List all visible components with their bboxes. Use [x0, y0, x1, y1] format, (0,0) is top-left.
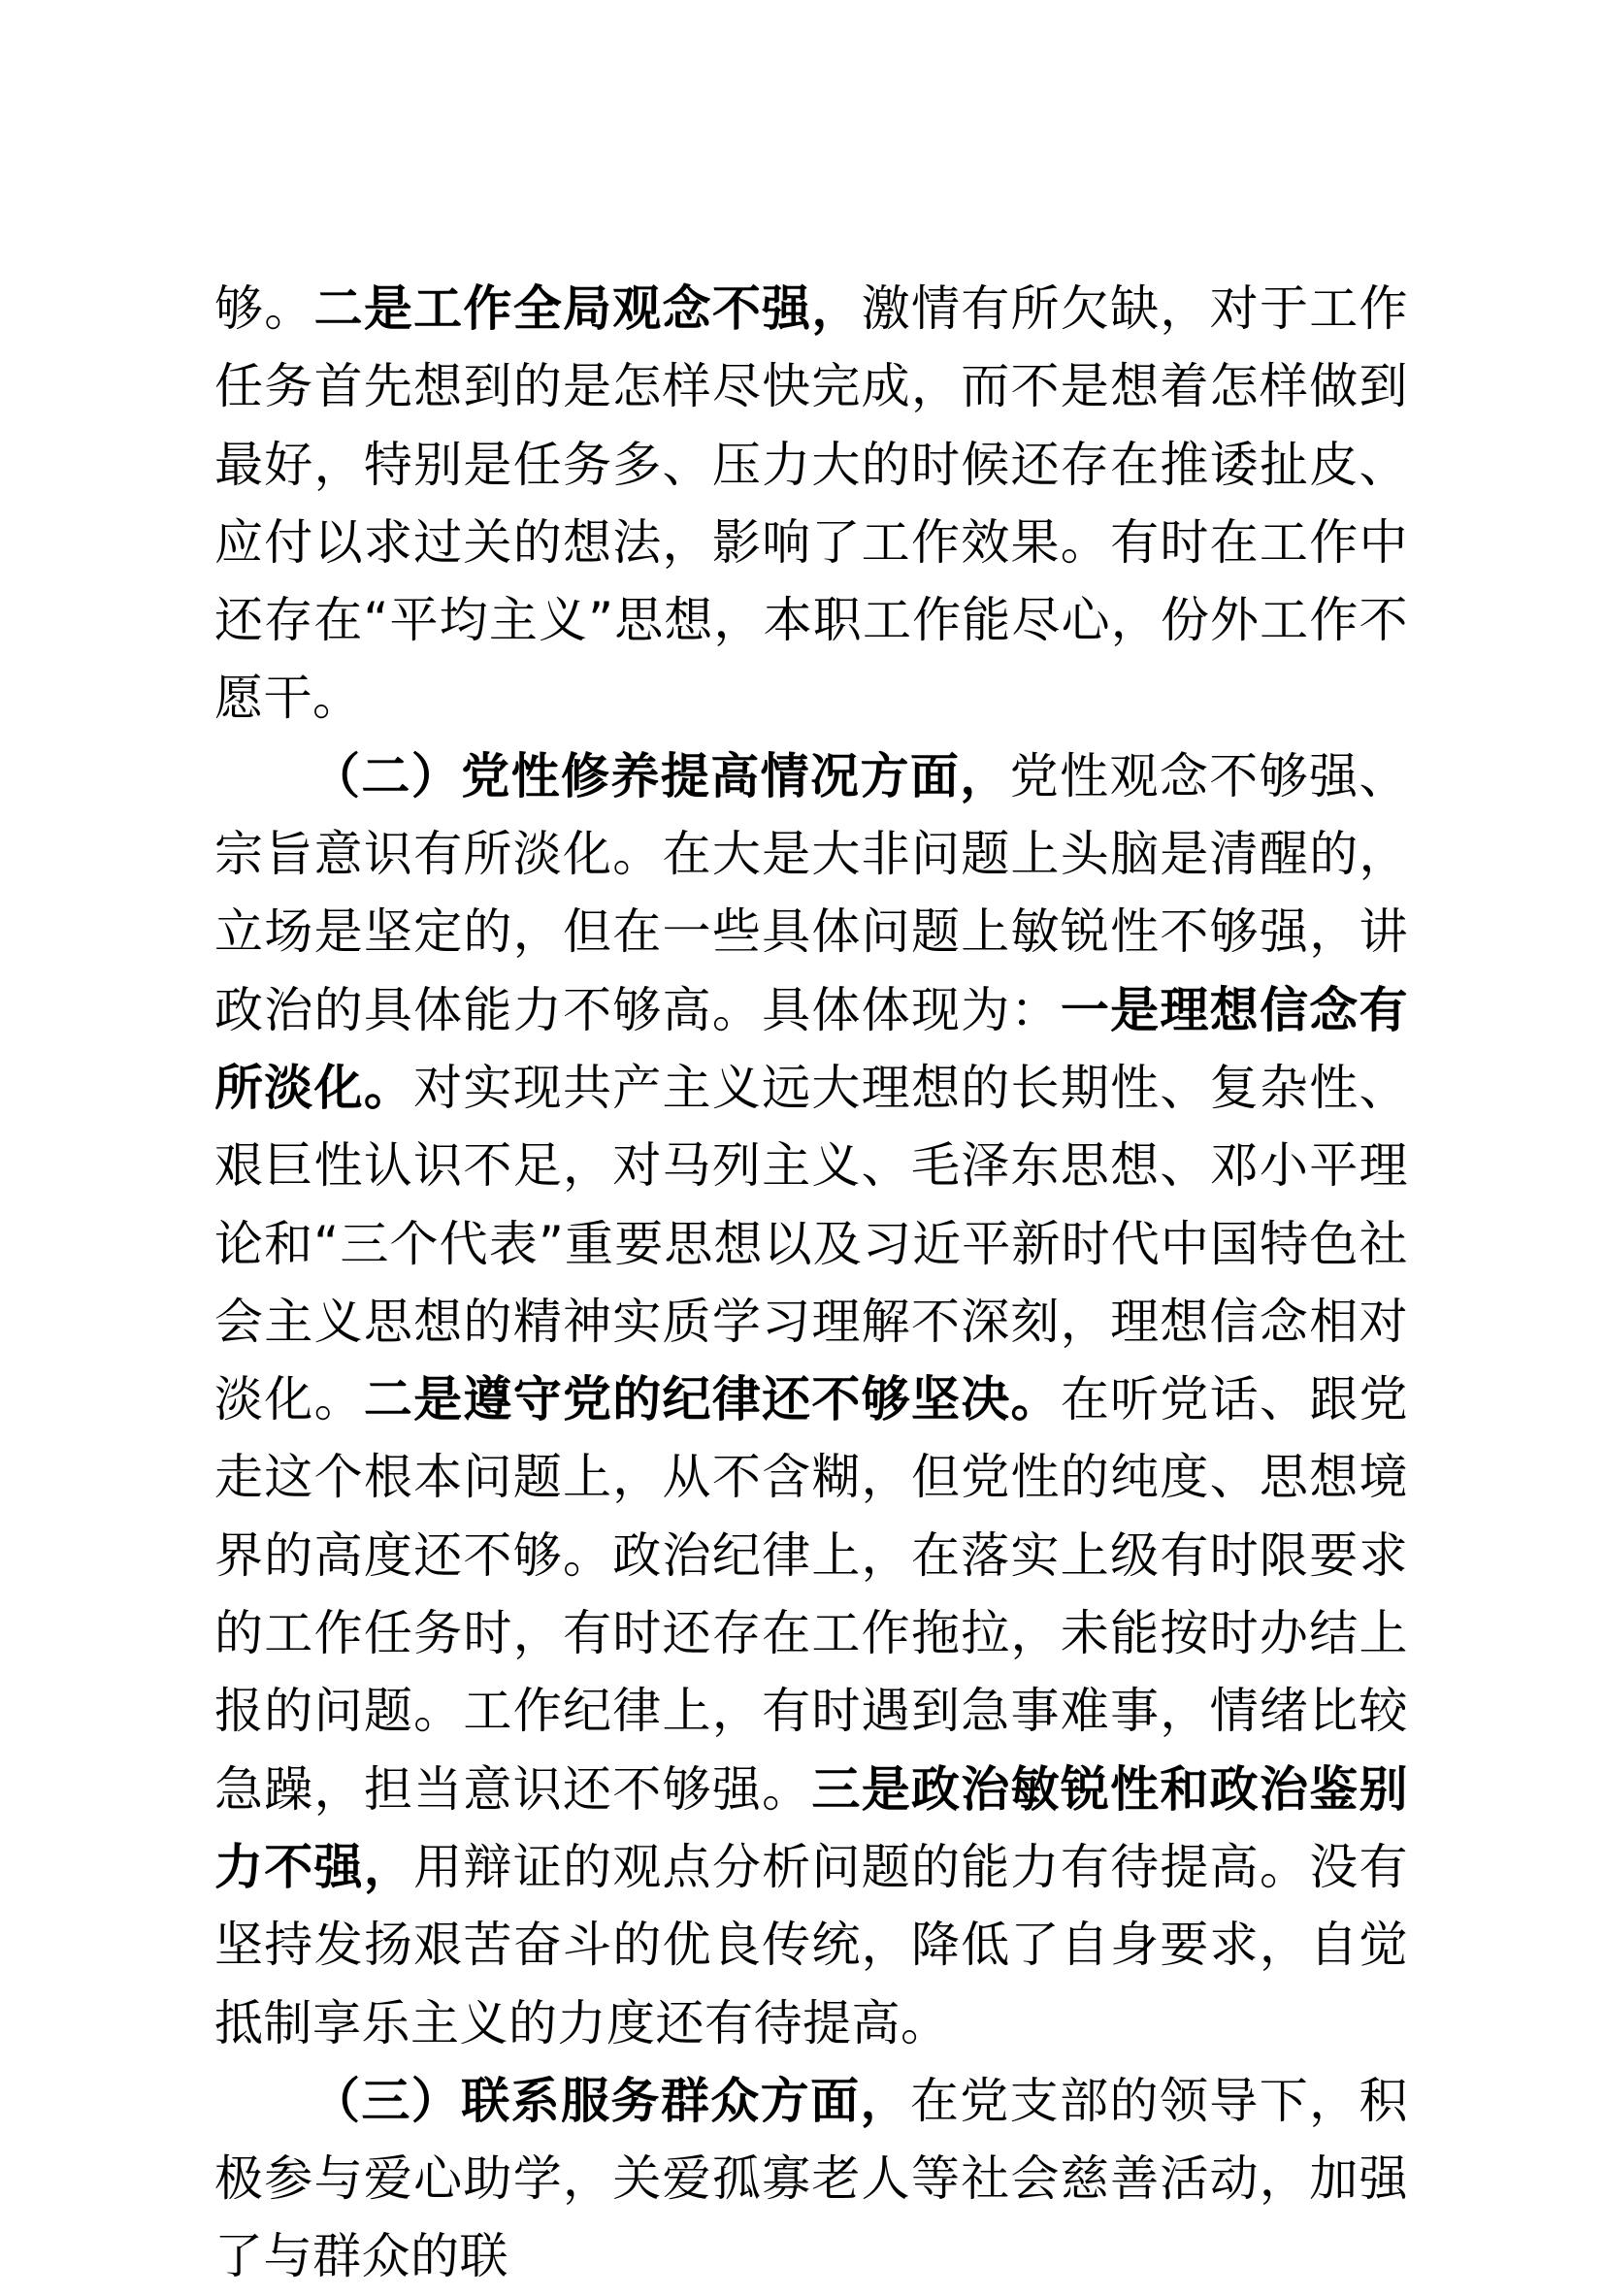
text-run: 在党支部的领导下，积极参与爱心助学，关爱孤寡老人等社会慈善活动，加强了与群众的联: [214, 2072, 1409, 2285]
section-heading-run: （三）联系服务群众方面，: [311, 2072, 910, 2129]
bold-heading-run: 二是工作全局观念不强，: [313, 280, 862, 337]
text-run: 用辩证的观点分析问题的能力有待提高。没有坚持发扬艰苦奋斗的优良传统，降低了自身要求，自觉抵制享乐主义的力度还有待提高。: [214, 1838, 1409, 2051]
text-run: 激情有所欠缺，对于工作任务首先想到的是怎样尽快完成，而不是想着怎样做到最好，特别是任务多、压力大的时候还存在推诿扯皮、应付以求过关的想法，影响了工作效果。有时在工作中还存在“平均主义”思想，本职工作能尽心，份外工作不愿干。: [214, 280, 1409, 727]
text-run: 够。: [214, 280, 314, 337]
bold-heading-run: 一是理想信念有所淡化。: [214, 981, 1409, 1116]
bold-heading-run: 三是政治敏锐性和政治鉴别力不强，: [214, 1760, 1409, 1895]
text-run: 党性观念不够强、宗旨意识有所淡化。在大是大非问题上头脑是清醒的，立场是坚定的，但在一些具体问题上敏锐性不够强，讲政治的具体能力不够高。具体体现为：: [214, 747, 1409, 1038]
paragraph-2: [214, 738, 1408, 2062]
text-run: 在听党话、跟党走这个根本问题上，从不含糊，但党性的纯度、思想境界的高度还不够。政治纪律上，在落实上级有时限要求的工作任务时，有时还存在工作拖拉，未能按时办结上报的问题。工作纪律上，有时遇到急事难事，情绪比较急躁，担当意识还不够强。: [214, 1371, 1409, 1818]
section-heading-run: （二）党性修养提高情况方面，: [311, 747, 1010, 804]
body-text: [214, 270, 1408, 2296]
text-run: 对实现共产主义远大理想的长期性、复杂性、艰巨性认识不足，对马列主义、毛泽东思想、邓小平理论和“三个代表”重要思想以及习近平新时代中国特色社会主义思想的精神实质学习理解不深刻，理想信念相对淡化。: [214, 1059, 1409, 1428]
paragraph-3: [214, 2062, 1408, 2296]
bold-heading-run: 二是遵守党的纪律还不够坚决。: [363, 1371, 1061, 1428]
paragraph-1: [214, 270, 1408, 738]
